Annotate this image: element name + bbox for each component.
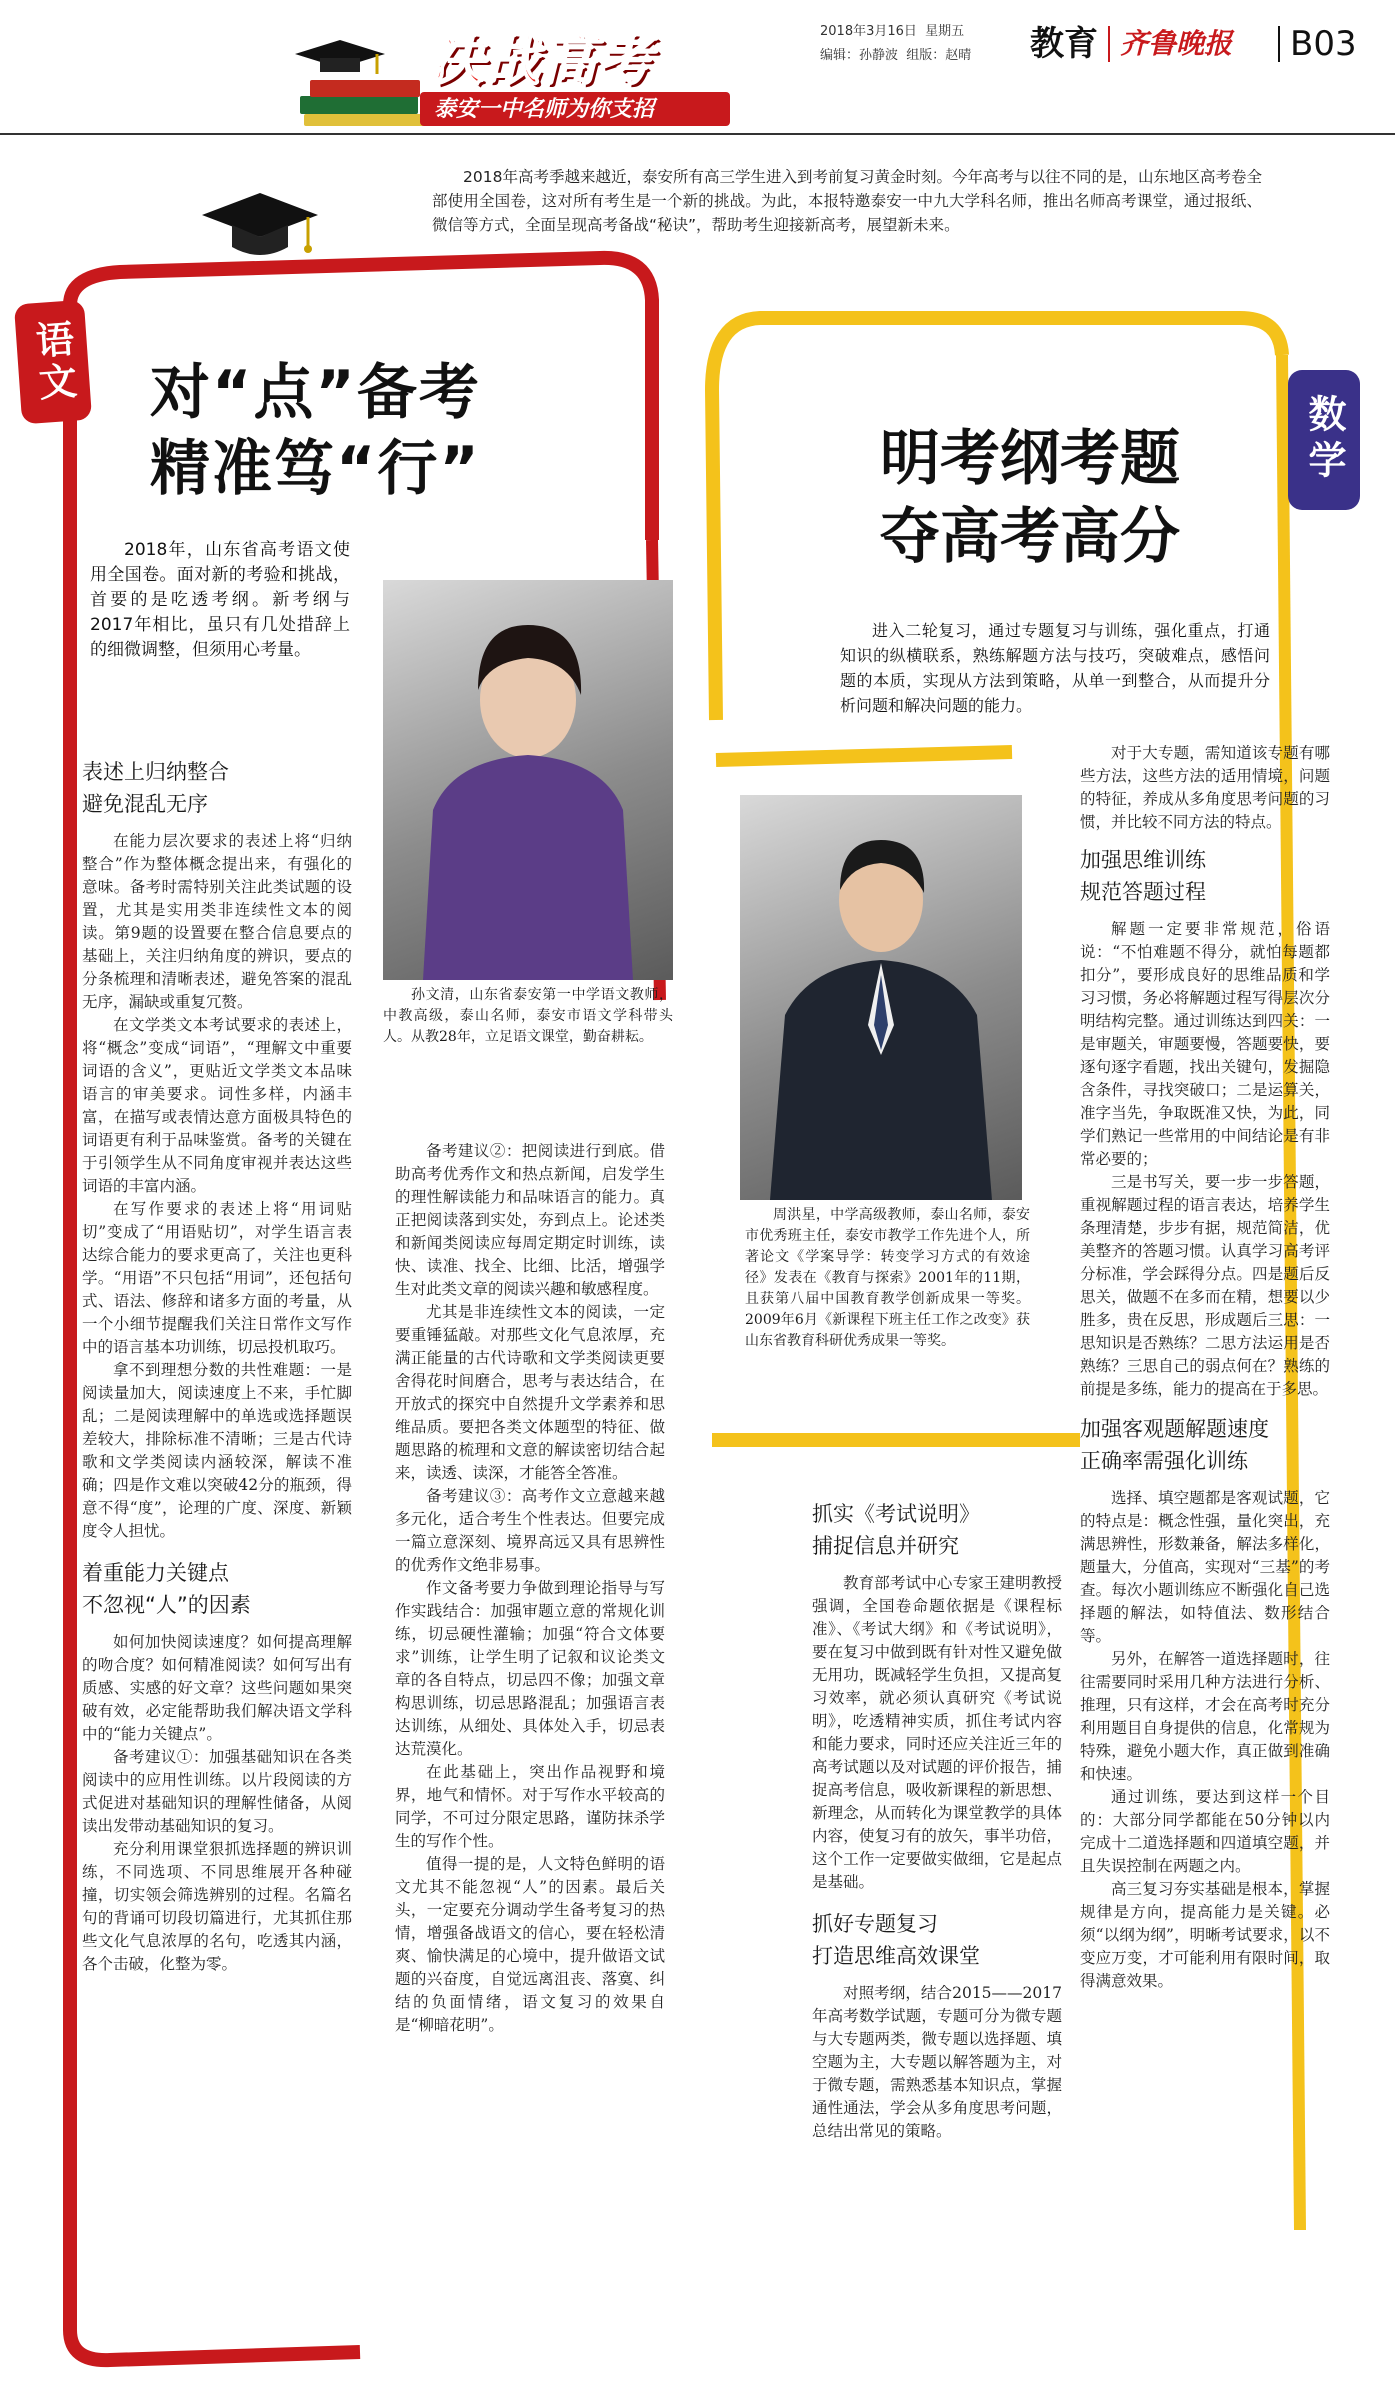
subject-tag-chinese-text: 语文 [28,318,79,406]
paragraph: 选择、填空题都是客观试题，它的特点是：概念性强，量化突出，充满思辨性，形数兼备，解法多样化，题量大，分值高，实现对“三基”的考查。每次小题训练应不断强化自己选择题的解法，如特值法、数形结合等。 [1080,1489,1330,1645]
math-sec4-heading-line1: 加强客观题解题速度 [1080,1417,1269,1441]
paragraph: 备考建议③：高考作文立意越来越多元化，适合考生个性表达。但要完成一篇立意深刻、境界高远又具有思辨性的优秀作文绝非易事。 [395,1487,665,1574]
paragraph: 充分利用课堂狠抓选择题的辨识训练，不同选项、不同思维展开各种碰撞，切实领会筛选辨别的过程。名篇名句的背诵可切段切篇进行，尤其抓住那些文化气息浓厚的名句，吃透其内涵，各个击破，化整为零。 [82,1840,352,1973]
paper-name: 齐鲁晚报 [1120,27,1233,60]
paragraph: 作文备考要力争做到理论指导与写作实践结合：加强审题立意的常规化训练，切忌硬性灌输；加强“符合文体要求”训练，让学生明了记叙和议论类文章的各自特点，切忌四不像；加强文章构思训练，切忌思路混乱；加强语言表达训练，从细处、具体处入手，切忌表达荒漠化。 [395,1579,665,1758]
math-sec1-heading-line2: 捕捉信息并研究 [812,1534,959,1558]
chinese-sec1-heading-line2: 避免混乱无序 [82,792,208,816]
math-sec2-heading-line2: 打造思维高效课堂 [812,1944,980,1968]
subject-tag-math-text: 数学 [1302,394,1347,486]
math-sec1-heading-line1: 抓实《考试说明》 [812,1502,980,1526]
chinese-title-line2: 精准笃“行” [150,434,481,504]
paragraph: 拿不到理想分数的共性难题：一是阅读量加大，阅读速度上不来，手忙脚乱；二是阅读理解中的单选或选择题误差较大，排除标准不清晰；三是古代诗歌和文学类阅读内涵较深，解读不准确；四是作文难以突破42分的瓶颈，得意不得“度”，论理的广度、深度、新颖度令人担忧。 [82,1361,352,1540]
chinese-sec1-body [82,830,352,1543]
paragraph: 对照考纲，结合2015——2017年高考数学试题，专题可分为微专题与大专题两类，微专题以选择题、填空题为主，大专题以解答题为主，对于微专题，需熟悉基本知识点，掌握通性通法，学会从多角度思考问题，总结出常见的策略。 [812,1984,1062,2140]
math-col1 [812,1498,1062,2143]
math-sec3-body [1080,918,1330,1401]
header-date: 2018年3月16日 [820,24,917,39]
paragraph: 另外，在解答一道选择题时，往往需要同时采用几种方法进行分析、推理，只有这样，才会在高考时充分利用题目自身提供的信息，化常规为特殊，避免小题大作，真正做到准确和快速。 [1080,1650,1330,1783]
intro-text: 2018年高考季越来越近，泰安所有高三学生进入到考前复习黄金时刻。今年高考与以往不同的是，山东地区高考卷全部使用全国卷，这对所有考生是一个新的挑战。为此，本报特邀泰安一中九大学科名师，推出名师高考课堂，通过报纸、微信等方式，全面呈现高考备战“秘诀”，帮助考生迎接新高考，展望新未来。 [432,168,1262,234]
math-col2 [1080,742,1330,1993]
chinese-sec1-heading-line1: 表述上归纳整合 [82,760,229,784]
banner-title: 决战高考 [430,29,654,92]
subject-tag-math [1288,370,1360,510]
page-number: B03 [1290,24,1357,64]
math-sec1-body [812,1572,1062,1894]
chinese-sec2-heading-line2: 不忽视“人”的因素 [82,1593,251,1617]
header-layout: 组版：赵晴 [906,48,972,63]
paragraph: 尤其是非连续性文本的阅读，一定要重锤猛敲。对那些文化气息浓厚，充满正能量的古代诗歌和文学类阅读更要舍得花时间磨合，思考与表达结合，在开放式的探究中自然提升文学素养和思维品质。要把各类文体题型的特征、做题思路的梳理和文意的解读密切结合起来，读透、读深，才能答全答准。 [395,1303,665,1482]
math-title-line2: 夺高考高分 [880,502,1180,572]
chinese-lead: 2018年，山东省高考语文使用全国卷。面对新的考验和挑战，首要的是吃透考纲。新考纲与2017年相比，虽只有几处措辞上的细微调整，但须用心考量。 [90,540,350,660]
math-title [880,420,1280,576]
header-editor: 编辑：孙静波 [820,48,899,63]
paragraph: 三是书写关，要一步一步答题，重视解题过程的语言表达，培养学生条理清楚，步步有据，规范简洁，优美整齐的答题习惯。认真学习高考评分标准，学会踩得分点。四是题后反思关，做题不在多而在精，想要以少胜多，贵在反思，形成题后三思：一思知识是否熟练？二思方法运用是否熟练？三思自己的弱点何在？熟练的前提是多练，能力的提高在于多思。 [1080,1173,1330,1398]
math-sec3-heading-line1: 加强思维训练 [1080,848,1206,872]
teacher-caption-chinese: 孙文清，山东省泰安第一中学语文教师，中教高级，泰山名师，泰安市语文学科带头人。从教28年，立足语文课堂，勤奋耕耘。 [383,987,673,1045]
paragraph: 教育部考试中心专家王建明教授强调，全国卷命题依据是《课程标准》、《考试大纲》和《考试说明》，要在复习中做到既有针对性又避免做无用功，既减轻学生负担，又提高复习效率，就必须认真研究《考试说明》，吃透精神实质，抓住考试内容和能力要求，同时还应关注近三年的高考试题以及对试题的评价报告，捕捉高考信息，吸收新课程的新思想、新理念，从而转化为课堂教学的具体内容，使复习有的放矢，事半功倍，这个工作一定要做实做细，它是起点是基础。 [812,1574,1062,1891]
chinese-sec2-body [82,1631,352,1976]
paragraph: 对于大专题，需知道该专题有哪些方法，这些方法的适用情境，问题的特征，养成从多角度思考问题的习惯，并比较不同方法的特点。 [1080,744,1330,831]
paragraph: 在文学类文本考试要求的表述上，将“概念”变成“词语”，“理解文中重要词语的含义”，更贴近文学类文本品味语言的审美要求。词性多样，内涵丰富，在描写或表情达意方面极具特色的词语更有利于品味鉴赏。备考的关键在于引领学生从不同角度审视并表达这些词语的丰富内涵。 [82,1016,352,1195]
subject-tag-chinese [14,300,92,425]
chinese-title-line1: 对“点”备考 [150,358,481,428]
math-sec3-heading-line2: 规范答题过程 [1080,880,1206,904]
chinese-title [150,355,590,507]
chinese-col2 [395,1140,665,2037]
paragraph: 解题一定要非常规范，俗语说：“不怕难题不得分，就怕每题都扣分”，要形成良好的思维品质和学习习惯，务必将解题过程写得层次分明结构完整。通过训练达到四关：一是审题关，审题要慢，答题要快，要逐句逐字看题，找出关键句，发掘隐含条件，寻找突破口；二是运算关，准字当先，争取既准又快，为此，同学们熟记一些常用的中间结论是有非常必要的； [1080,920,1330,1168]
math-sec2-heading-line1: 抓好专题复习 [812,1912,938,1936]
paragraph: 备考建议②：把阅读进行到底。借助高考优秀作文和热点新闻，启发学生的理性解读能力和品味语言的能力。真正把阅读落到实处，夯到点上。论述类和新闻类阅读应每周定期定时训练，读快、读准、找全、比细、比活，增强学生对此类文章的阅读兴趣和敏感程度。 [395,1142,665,1298]
math-sec2-body [812,1982,1062,2143]
math-lead: 进入二轮复习，通过专题复习与训练，强化重点，打通知识的纵横联系，熟练解题方法与技巧，突破难点，感悟问题的本质，实现从方法到策略，从单一到整合，从而提升分析问题和解决问题的能力。 [840,621,1270,715]
paragraph: 在能力层次要求的表述上将“归纳整合”作为整体概念提出来，有强化的意味。备考时需特别关注此类试题的设置，尤其是实用类非连续性文本的阅读。第9题的设置要在整合信息要点的基础上，关注归纳角度的辨识，要点的分条梳理和清晰表述，避免答案的混乱无序，漏缺或重复冗赘。 [82,832,352,1011]
banner-subtitle: 泰安一中名师为你支招 [434,97,655,122]
chinese-sec2-heading-line1: 着重能力关键点 [82,1561,229,1585]
math-sec4-body [1080,1487,1330,1993]
chinese-col1 [82,756,352,1976]
paragraph: 通过训练，要达到这样一个目的：大部分同学都能在50分钟以内完成十二道选择题和四道填空题，并且失误控制在两题之内。 [1080,1788,1330,1875]
paragraph: 备考建议①：加强基础知识在各类阅读中的应用性训练。以片段阅读的方式促进对基础知识的理解性储备，从阅读出发带动基础知识的复习。 [82,1748,352,1835]
teacher-photo-math [740,795,1022,1200]
teacher-caption-math: 周洪星，中学高级教师，泰山名师，泰安市优秀班主任，泰安市教学工作先进个人，所著论文《学案导学：转变学习方式的有效途径》发表在《教育与探索》2001年的11期，且获第八届中国教育教学创新成果一等奖。2009年6月《新课程下班主任工作之改变》获山东省教育科研优秀成果一等奖。 [745,1207,1030,1349]
section-name: 教育 [1030,24,1098,64]
header-weekday: 星期五 [925,24,965,39]
paragraph: 在写作要求的表述上将“用词贴切”变成了“用语贴切”，对学生语言表达综合能力的要求更高了，关注也更科学。“用语”不只包括“用词”，还包括句式、语法、修辞和诸多方面的考量，从一个小细节提醒我们关注日常作文写作中的语言基本功训练，切忌投机取巧。 [82,1200,352,1356]
paragraph: 如何加快阅读速度？如何提高理解的吻合度？如何精准阅读？如何写出有质感、实感的好文章？这些问题如果突破有效，必定能帮助我们解决语文学科中的“能力关键点”。 [82,1633,352,1743]
paragraph: 高三复习夯实基础是根本，掌握规律是方向，提高能力是关键。必须“以纲为纲”，明晰考试要求，以不变应万变，才可能利用有限时间，取得满意效果。 [1080,1880,1330,1990]
paragraph: 在此基础上，突出作品视野和境界，地气和情怀。对于写作水平较高的同学，不可过分限定思路，谨防抹杀学生的写作个性。 [395,1763,665,1850]
math-title-line1: 明考纲考题 [880,424,1180,494]
teacher-photo-chinese [383,580,673,980]
paragraph: 值得一提的是，人文特色鲜明的语文尤其不能忽视“人”的因素。最后关头，一定要充分调动学生备考复习的热情，增强备战语文的信心，要在轻松清爽、愉快满足的心境中，提升做语文试题的兴奋度，自觉远离沮丧、落寞、纠结的负面情绪，语文复习的效果自是“柳暗花明”。 [395,1855,665,2034]
math-col2-top [1080,742,1330,834]
math-sec4-heading-line2: 正确率需强化训练 [1080,1449,1248,1473]
